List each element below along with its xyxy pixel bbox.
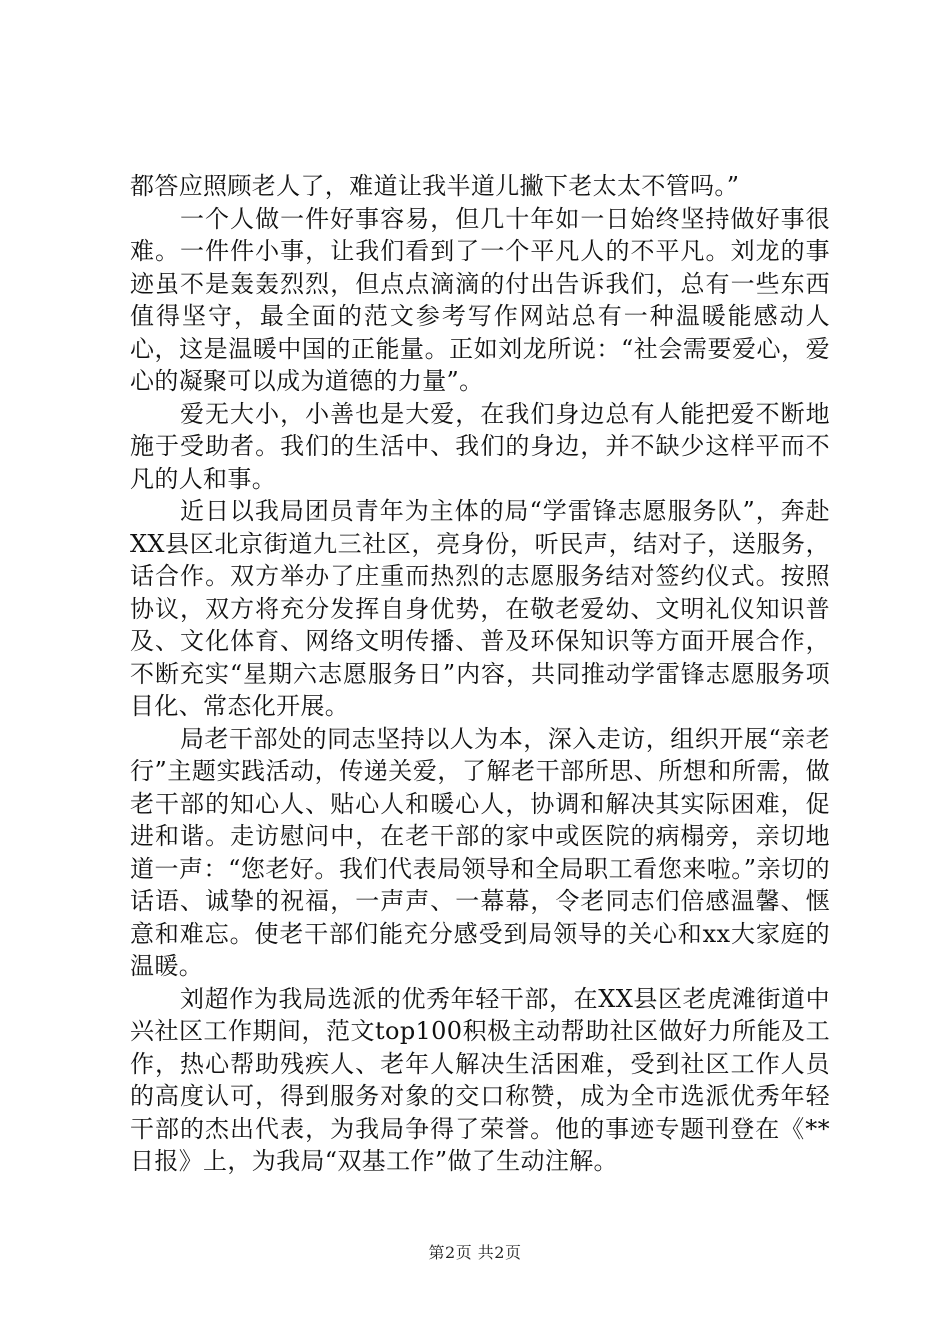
- paragraph-1: 都答应照顾老人了，难道让我半道儿撇下老太太不管吗。”: [130, 172, 740, 200]
- paragraph-3: 爱无大小，小善也是大爱，在我们身边总有人能把爱不断地施于受助者。我们的生活中、我们的身边，并不缺少这样平而不凡的人和事。: [130, 399, 830, 493]
- paragraph-6: 刘超作为我局选派的优秀年轻干部，在XX县区老虎滩街道中兴社区工作期间，范文top100积极主动帮助社区做好力所能及工作，热心帮助残疾人、老年人解决生活困难，受到社区工作人员的高度认可，得到服务对象的交口称赞，成为全市选派优秀年轻干部的杰出代表，为我局争得了荣誉。他的事迹专题刊登在《**日报》上，为我局“双基工作”做了生动注解。: [130, 984, 830, 1175]
- document-body: [130, 170, 830, 1178]
- paragraph-4: 近日以我局团员青年为主体的局“学雷锋志愿服务队”，奔赴XX县区北京街道九三社区，亮身份，听民声，结对子，送服务，话合作。双方举办了庄重而热烈的志愿服务结对签约仪式。按照协议，双方将充分发挥自身优势，在敬老爱幼、文明礼仪知识普及、文化体育、网络文明传播、普及环保知识等方面开展合作，不断充实“星期六志愿服务日”内容，共同推动学雷锋志愿服务项目化、常态化开展。: [130, 497, 830, 720]
- page-number-footer: 第2页 共2页: [428, 1243, 522, 1262]
- paragraph-2: 一个人做一件好事容易，但几十年如一日始终坚持做好事很难。一件件小事，让我们看到了一个平凡人的不平凡。刘龙的事迹虽不是轰轰烈烈，但点点滴滴的付出告诉我们，总有一些东西值得坚守，最全面的范文参考写作网站总有一种温暖能感动人心，这是温暖中国的正能量。正如刘龙所说：“社会需要爱心，爱心的凝聚可以成为道德的力量”。: [130, 204, 830, 395]
- paragraph-5: 局老干部处的同志坚持以人为本，深入走访，组织开展“亲老行”主题实践活动，传递关爱，了解老干部所思、所想和所需，做老干部的知心人、贴心人和暖心人，协调和解决其实际困难，促进和谐。走访慰问中，在老干部的家中或医院的病榻旁，亲切地道一声：“您老好。我们代表局领导和全局职工看您来啦。”亲切的话语、诚挚的祝福，一声声、一幕幕，令老同志们倍感温馨、惬意和难忘。使老干部们能充分感受到局领导的关心和xx大家庭的温暖。: [130, 724, 830, 980]
